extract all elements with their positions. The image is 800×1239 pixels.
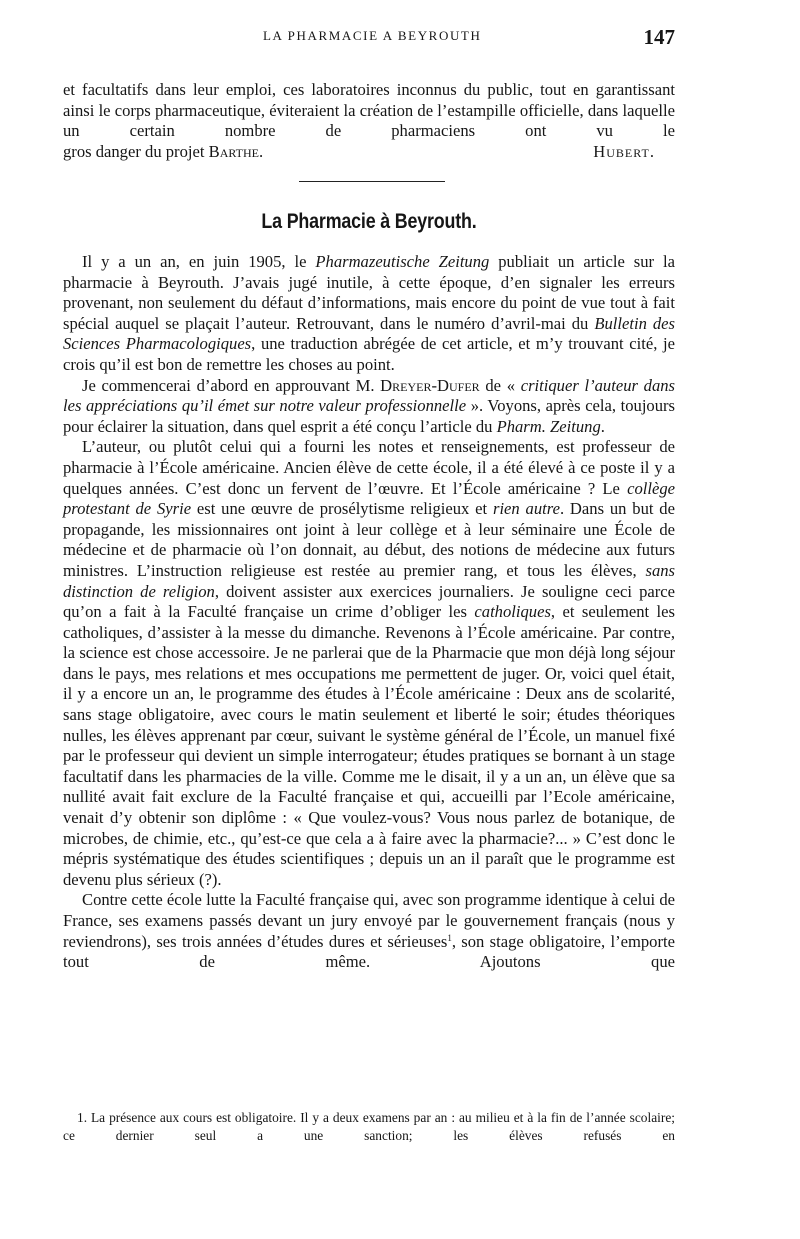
- journal-page: [63, 0, 675, 1239]
- running-title: LA PHARMACIE A BEYROUTH: [263, 28, 482, 43]
- p3-text-5: , et seulement les catholiques, d’assister à la messe du dimanche. Revenons à l’École américaine. Par contre, la science est chose accessoire. Je ne parlerai que de la Pharmacie que mon déjà long séjour dans le pays, mes relations et mes occupations me permettent de juger. Or, voici quel était, il y a encore un an, le programme des études à l’École américaine : Deux ans de scolarité, sans stage obligatoire, avec cours le matin seulement et liberté le soir; études théoriques nulles, les élèves apprenant par cœur, suivant le système général de l’École, un manuel fixé par le professeur qui devient un simple interrogateur; études pratiques se bornant à un stage facultatif dans les pharmacies de la ville. Comme me le disait, il y a un an, un élève que sa nullité avait fait exclure de la Faculté française et qui, accueilli par l’Ecole américaine, venait d’y obtenir son diplôme : « Que voulez-vous? Vous nous parlez de botanique, de microbes, de chimie, etc., qu’est-ce que cela a à faire avec la pharmacie?... » C’est donc le mépris systématique des études scientifiques ; depuis un an il paraît que le programme est devenu plus sérieux (?).: [63, 602, 675, 889]
- signature-line: [63, 142, 675, 163]
- p2-text-1: Je commencerai d’abord en approuvant M.: [82, 375, 381, 395]
- p3-italic-4: catholiques: [474, 602, 551, 622]
- section-divider: [299, 181, 445, 182]
- p3-text-2: est une œuvre de prosélytisme religieux et: [191, 499, 493, 519]
- p1-text-1: Il y a un an, en juin 1905, le: [82, 252, 316, 271]
- p1-italic-2: Bulletin des Sciences Pharmacologiques: [63, 313, 675, 354]
- paragraph-2: [63, 376, 675, 438]
- signature-line-lead: gros danger du projet: [63, 142, 205, 161]
- footnotes: [63, 1109, 675, 1145]
- p1-text-3: , une traduction abrégée de cet article, et m’y trouvant cité, je crois qu’il est bon de remettre les choses au point.: [63, 334, 675, 374]
- continuation-text: et facultatifs dans leur emploi, ces laboratoires inconnus du public, tout en garantissant ainsi le corps pharmaceutique, éviteraient la création de l’estampille officielle, dans laquelle un certain nombre de pharmaciens ont vu le: [63, 80, 675, 141]
- running-head: [63, 25, 675, 51]
- p4-text-2: , son stage obligatoire, l’emporte tout de même. Ajoutons que: [63, 931, 675, 972]
- p3-italic-2: rien autre: [492, 499, 560, 519]
- bill-name: Barthe.: [208, 142, 264, 161]
- p1-italic-1: Pharmazeutische Zeitung: [315, 252, 490, 271]
- article-body: [63, 252, 675, 973]
- footnote-marker: 1: [447, 932, 452, 943]
- continuation-paragraph: [63, 80, 675, 142]
- p3-text-1: L’auteur, ou plutôt celui qui a fourni les notes et renseignements, est professeur de pharmacie à l’École américaine. Ancien élève de cette école, il a été élevé à ce poste il y a quelques années. C’est donc un fervent de l’œuvre. Et l’École américaine ? Le: [63, 437, 675, 498]
- p2-italic-2: Pharm. Zeitung: [496, 416, 601, 436]
- p2-author-name: Dreyer-Dufer: [380, 375, 480, 395]
- paragraph-3: [63, 437, 675, 890]
- p3-text-4: , doivent assister aux exercices journaliers. Je souligne ceci parce qu’on a fait à la Faculté française un crime d’obliger les: [63, 581, 675, 622]
- paragraph-4: [63, 890, 675, 972]
- p3-italic-3: sans distinction de religion: [63, 560, 675, 601]
- p4-text-1: Contre cette école lutte la Faculté française qui, avec son programme identique à celui de France, ses examens passés devant un jury envoyé par le gouvernement français (nous y reviendrons), ses trois années d’études dures et sérieuses: [63, 890, 675, 951]
- paragraph-1: [63, 252, 675, 376]
- author-signature: Hubert.: [593, 142, 655, 161]
- p2-text-2: de «: [479, 375, 521, 395]
- p3-text-3: . Dans un but de propagande, les missionnaires ont joint à leur collège et à leur séminaire une École de médecine et de pharmacie où l’on donnait, au début, des notions de médecine aux futurs ministres. L’instruction religieuse est restée au premier rang, et tous les élèves,: [63, 499, 675, 580]
- p2-text-4: .: [600, 416, 605, 436]
- signature-line-text: [63, 142, 263, 163]
- p3-italic-1: collège protestant de Syrie: [63, 478, 675, 519]
- p2-italic-1: critiquer l’auteur dans les appréciations qu’il émet sur notre valeur professionnelle: [63, 375, 675, 416]
- footnote-1: 1. La présence aux cours est obligatoire. Il y a deux examens par an : au milieu et à la fin de l’année scolaire; ce dernier seul a une sanction; les élèves refusés en: [63, 1110, 675, 1143]
- p2-text-3: ». Voyons, après cela, toujours pour éclairer la situation, dans quel esprit a été conçu l’article du: [63, 396, 676, 436]
- p1-text-2: publiait un article sur la pharmacie à Beyrouth. J’avais jugé inutile, à cette époque, d’en signaler les erreurs provenant, non seulement du défaut d’informations, mais encore du point de vue tout à fait spécial auquel se plaçait l’auteur. Retrouvant, dans le numéro d’avril-mai du: [63, 252, 675, 333]
- page-number: 147: [643, 25, 675, 49]
- article-title: La Pharmacie à Beyrouth.: [261, 210, 477, 233]
